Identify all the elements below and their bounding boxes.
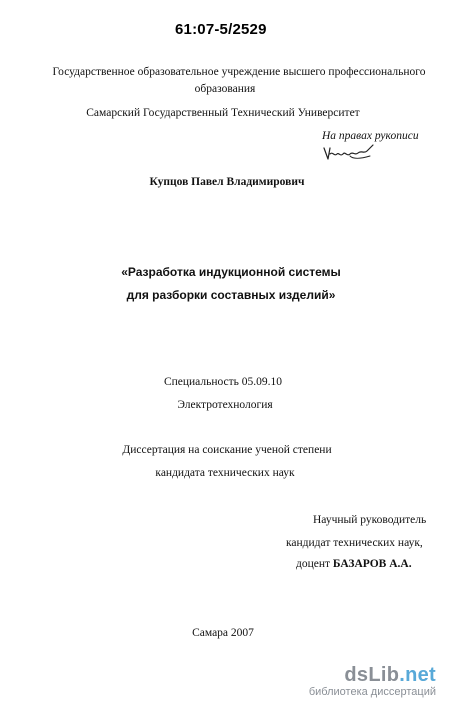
specialty-name: Электротехнология	[177, 399, 273, 411]
degree-purpose: Диссертация на соискание ученой степени	[122, 444, 332, 456]
dissertation-title-line-2: для разборки составных изделий»	[126, 288, 336, 302]
dissertation-title-line-1: «Разработка индукционной системы	[121, 265, 341, 279]
university-name: Самарский Государственный Технический Университет	[86, 107, 360, 119]
supervisor-label: Научный руководитель	[313, 514, 427, 526]
watermark-subtitle: библиотека диссертаций	[308, 686, 436, 698]
author-name: Купцов Павел Владимирович	[149, 176, 305, 188]
author-signature	[320, 142, 380, 164]
watermark-brand-suffix: .net	[399, 664, 436, 686]
supervisor-rank: доцент	[296, 558, 331, 570]
manuscript-note: На правах рукописи	[322, 130, 419, 142]
place-year: Самара 2007	[192, 627, 254, 639]
watermark-brand-prefix: dsLib	[344, 664, 400, 686]
archive-stamp: 61:07-5/2529	[175, 21, 267, 38]
supervisor-degree: кандидат технических наук,	[286, 537, 423, 549]
degree-title: кандидата технических наук	[155, 467, 295, 479]
watermark-brand	[309, 664, 436, 686]
dslib-watermark	[309, 664, 436, 699]
institution-line-1: Государственное образовательное учреждение высшего профессионального	[52, 66, 426, 78]
specialty-code: Специальность 05.09.10	[163, 376, 283, 388]
supervisor-rank-name	[296, 558, 412, 570]
institution-line-2: образования	[194, 83, 256, 95]
supervisor-name: БАЗАРОВ А.А.	[332, 558, 412, 570]
